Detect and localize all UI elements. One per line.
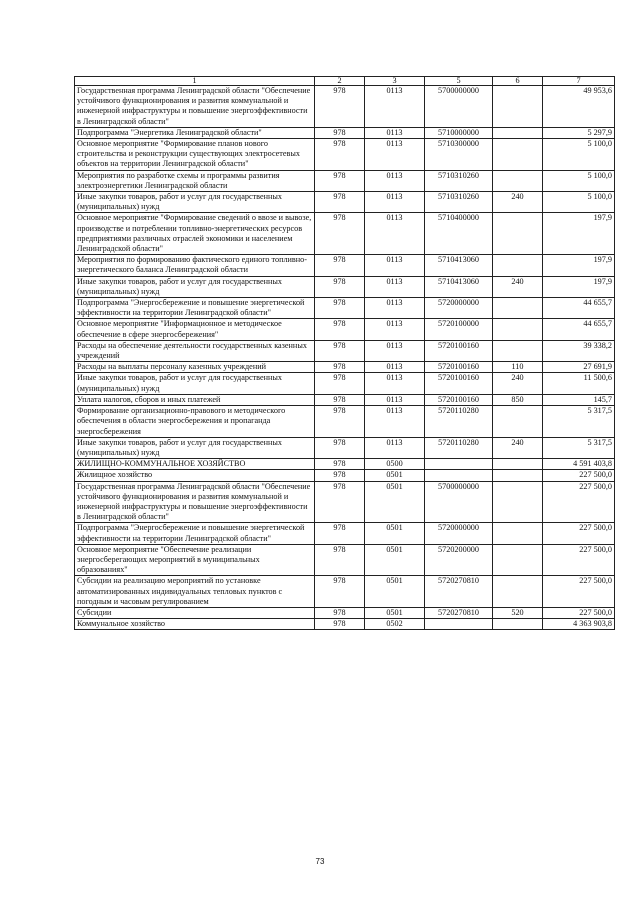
target-article-cell: 5720000000 bbox=[425, 298, 493, 319]
section-code-cell: 0113 bbox=[365, 139, 425, 171]
table-row bbox=[75, 276, 615, 297]
table-row bbox=[75, 86, 615, 128]
table-body bbox=[75, 86, 615, 630]
table-row bbox=[75, 619, 615, 630]
table-row bbox=[75, 607, 615, 618]
department-code-cell: 978 bbox=[315, 470, 365, 481]
table-row bbox=[75, 139, 615, 171]
expense-type-cell bbox=[493, 86, 543, 128]
expense-type-cell: 240 bbox=[493, 373, 543, 394]
department-code-cell: 978 bbox=[315, 523, 365, 544]
column-number-row bbox=[75, 77, 615, 86]
expense-type-cell bbox=[493, 319, 543, 340]
table-row bbox=[75, 459, 615, 470]
department-code-cell: 978 bbox=[315, 340, 365, 361]
table-row bbox=[75, 406, 615, 438]
section-code-cell: 0113 bbox=[365, 394, 425, 405]
item-name-cell: Иные закупки товаров, работ и услуг для государственных (муниципальных) нужд bbox=[75, 437, 315, 458]
section-code-cell: 0501 bbox=[365, 607, 425, 618]
expense-type-cell: 240 bbox=[493, 192, 543, 213]
column-header: 1 bbox=[75, 77, 315, 86]
section-code-cell: 0113 bbox=[365, 340, 425, 361]
amount-cell: 227 500,0 bbox=[543, 523, 615, 544]
item-name-cell: Основное мероприятие "Информационное и методическое обеспечение в сфере энергосбережения" bbox=[75, 319, 315, 340]
expense-type-cell bbox=[493, 406, 543, 438]
item-name-cell: Подпрограмма "Энергосбережение и повышение энергетической эффективности на территории Ленинградской области" bbox=[75, 523, 315, 544]
department-code-cell: 978 bbox=[315, 607, 365, 618]
item-name-cell: Расходы на обеспечение деятельности государственных казенных учреждений bbox=[75, 340, 315, 361]
target-article-cell: 5710413060 bbox=[425, 255, 493, 276]
table-row bbox=[75, 319, 615, 340]
item-name-cell: Государственная программа Ленинградской области "Обеспечение устойчивого функционирования и развития коммунальной и инженерной инфраструктуры и повышение энергоэффективности в Ленинградской области" bbox=[75, 86, 315, 128]
expense-type-cell bbox=[493, 459, 543, 470]
amount-cell: 5 317,5 bbox=[543, 406, 615, 438]
item-name-cell: Подпрограмма "Энергетика Ленинградской области" bbox=[75, 127, 315, 138]
column-header: 6 bbox=[493, 77, 543, 86]
department-code-cell: 978 bbox=[315, 459, 365, 470]
department-code-cell: 978 bbox=[315, 298, 365, 319]
expense-type-cell bbox=[493, 170, 543, 191]
table-row bbox=[75, 481, 615, 523]
target-article-cell: 5720100160 bbox=[425, 362, 493, 373]
target-article-cell: 5720100160 bbox=[425, 340, 493, 361]
amount-cell: 197,9 bbox=[543, 255, 615, 276]
department-code-cell: 978 bbox=[315, 86, 365, 128]
section-code-cell: 0113 bbox=[365, 362, 425, 373]
expense-type-cell bbox=[493, 470, 543, 481]
item-name-cell: Мероприятия по формированию фактического единого топливно-энергетического баланса Ленинградской области bbox=[75, 255, 315, 276]
amount-cell: 227 500,0 bbox=[543, 481, 615, 523]
item-name-cell: Мероприятия по разработке схемы и программы развития электроэнергетики Ленинградской области bbox=[75, 170, 315, 191]
section-code-cell: 0113 bbox=[365, 373, 425, 394]
amount-cell: 227 500,0 bbox=[543, 607, 615, 618]
department-code-cell: 978 bbox=[315, 276, 365, 297]
section-code-cell: 0113 bbox=[365, 213, 425, 255]
target-article-cell bbox=[425, 459, 493, 470]
item-name-cell: Государственная программа Ленинградской области "Обеспечение устойчивого функционирования и развития коммунальной и инженерной инфраструктуры и повышение энергоэффективности в Ленинградской области" bbox=[75, 481, 315, 523]
target-article-cell: 5710000000 bbox=[425, 127, 493, 138]
target-article-cell: 5720270810 bbox=[425, 607, 493, 618]
target-article-cell: 5720100000 bbox=[425, 319, 493, 340]
expense-type-cell bbox=[493, 544, 543, 576]
column-header: 3 bbox=[365, 77, 425, 86]
department-code-cell: 978 bbox=[315, 170, 365, 191]
table-row bbox=[75, 170, 615, 191]
table-row bbox=[75, 255, 615, 276]
expense-type-cell: 240 bbox=[493, 437, 543, 458]
department-code-cell: 978 bbox=[315, 213, 365, 255]
item-name-cell: Основное мероприятие "Обеспечение реализации энергосберегающих мероприятий в муниципальных образованиях" bbox=[75, 544, 315, 576]
section-code-cell: 0501 bbox=[365, 470, 425, 481]
expense-type-cell bbox=[493, 576, 543, 608]
department-code-cell: 978 bbox=[315, 576, 365, 608]
amount-cell: 39 338,2 bbox=[543, 340, 615, 361]
department-code-cell: 978 bbox=[315, 373, 365, 394]
table-row bbox=[75, 373, 615, 394]
table-row bbox=[75, 127, 615, 138]
target-article-cell bbox=[425, 470, 493, 481]
table-row bbox=[75, 576, 615, 608]
section-code-cell: 0113 bbox=[365, 406, 425, 438]
item-name-cell: Формирование организационно-правового и методического обеспечения в области энергосбережения и пропаганда энергосбережения bbox=[75, 406, 315, 438]
expense-type-cell: 520 bbox=[493, 607, 543, 618]
amount-cell: 5 317,5 bbox=[543, 437, 615, 458]
column-header: 5 bbox=[425, 77, 493, 86]
expense-type-cell bbox=[493, 523, 543, 544]
amount-cell: 5 297,9 bbox=[543, 127, 615, 138]
department-code-cell: 978 bbox=[315, 319, 365, 340]
table-row bbox=[75, 470, 615, 481]
expense-type-cell bbox=[493, 340, 543, 361]
item-name-cell: Иные закупки товаров, работ и услуг для государственных (муниципальных) нужд bbox=[75, 276, 315, 297]
amount-cell: 4 591 403,8 bbox=[543, 459, 615, 470]
amount-cell: 4 363 903,8 bbox=[543, 619, 615, 630]
expense-type-cell bbox=[493, 139, 543, 171]
amount-cell: 227 500,0 bbox=[543, 576, 615, 608]
amount-cell: 44 655,7 bbox=[543, 319, 615, 340]
section-code-cell: 0501 bbox=[365, 576, 425, 608]
item-name-cell: Уплата налогов, сборов и иных платежей bbox=[75, 394, 315, 405]
expense-type-cell: 850 bbox=[493, 394, 543, 405]
department-code-cell: 978 bbox=[315, 192, 365, 213]
table-row bbox=[75, 213, 615, 255]
target-article-cell: 5710400000 bbox=[425, 213, 493, 255]
expense-type-cell bbox=[493, 213, 543, 255]
section-code-cell: 0113 bbox=[365, 192, 425, 213]
target-article-cell: 5710310260 bbox=[425, 170, 493, 191]
item-name-cell: Подпрограмма "Энергосбережение и повышение энергетической эффективности на территории Ленинградской области" bbox=[75, 298, 315, 319]
section-code-cell: 0113 bbox=[365, 276, 425, 297]
section-code-cell: 0113 bbox=[365, 255, 425, 276]
amount-cell: 227 500,0 bbox=[543, 470, 615, 481]
table-row bbox=[75, 437, 615, 458]
table-row bbox=[75, 523, 615, 544]
amount-cell: 197,9 bbox=[543, 276, 615, 297]
item-name-cell: Коммунальное хозяйство bbox=[75, 619, 315, 630]
section-code-cell: 0113 bbox=[365, 437, 425, 458]
item-name-cell: Субсидии bbox=[75, 607, 315, 618]
expense-type-cell bbox=[493, 298, 543, 319]
department-code-cell: 978 bbox=[315, 255, 365, 276]
amount-cell: 227 500,0 bbox=[543, 544, 615, 576]
target-article-cell bbox=[425, 619, 493, 630]
section-code-cell: 0502 bbox=[365, 619, 425, 630]
table-row bbox=[75, 544, 615, 576]
expense-type-cell bbox=[493, 619, 543, 630]
department-code-cell: 978 bbox=[315, 437, 365, 458]
item-name-cell: Расходы на выплаты персоналу казенных учреждений bbox=[75, 362, 315, 373]
target-article-cell: 5710300000 bbox=[425, 139, 493, 171]
target-article-cell: 5720000000 bbox=[425, 523, 493, 544]
expense-type-cell bbox=[493, 481, 543, 523]
target-article-cell: 5700000000 bbox=[425, 481, 493, 523]
amount-cell: 5 100,0 bbox=[543, 192, 615, 213]
target-article-cell: 5720110280 bbox=[425, 406, 493, 438]
budget-table bbox=[74, 76, 615, 630]
department-code-cell: 978 bbox=[315, 394, 365, 405]
amount-cell: 44 655,7 bbox=[543, 298, 615, 319]
department-code-cell: 978 bbox=[315, 481, 365, 523]
table-row bbox=[75, 192, 615, 213]
target-article-cell: 5720100160 bbox=[425, 373, 493, 394]
amount-cell: 49 953,6 bbox=[543, 86, 615, 128]
item-name-cell: Иные закупки товаров, работ и услуг для государственных (муниципальных) нужд bbox=[75, 373, 315, 394]
item-name-cell: Жилищное хозяйство bbox=[75, 470, 315, 481]
table-row bbox=[75, 362, 615, 373]
section-code-cell: 0500 bbox=[365, 459, 425, 470]
item-name-cell: Иные закупки товаров, работ и услуг для государственных (муниципальных) нужд bbox=[75, 192, 315, 213]
expense-type-cell bbox=[493, 255, 543, 276]
amount-cell: 5 100,0 bbox=[543, 139, 615, 171]
section-code-cell: 0501 bbox=[365, 523, 425, 544]
item-name-cell: ЖИЛИЩНО-КОММУНАЛЬНОЕ ХОЗЯЙСТВО bbox=[75, 459, 315, 470]
target-article-cell: 5700000000 bbox=[425, 86, 493, 128]
table-row bbox=[75, 298, 615, 319]
amount-cell: 11 500,6 bbox=[543, 373, 615, 394]
target-article-cell: 5710310260 bbox=[425, 192, 493, 213]
department-code-cell: 978 bbox=[315, 619, 365, 630]
amount-cell: 5 100,0 bbox=[543, 170, 615, 191]
section-code-cell: 0501 bbox=[365, 481, 425, 523]
item-name-cell: Субсидии на реализацию мероприятий по установке автоматизированных индивидуальных тепловых пунктов с погодным и часовым регулированием bbox=[75, 576, 315, 608]
department-code-cell: 978 bbox=[315, 139, 365, 171]
section-code-cell: 0113 bbox=[365, 319, 425, 340]
expense-type-cell: 110 bbox=[493, 362, 543, 373]
target-article-cell: 5710413060 bbox=[425, 276, 493, 297]
expense-type-cell bbox=[493, 127, 543, 138]
item-name-cell: Основное мероприятие "Формирование сведений о ввозе и вывозе, производстве и потреблении топливно-энергетических ресурсов предприятиями различных отраслей экономики и населением Ленинградской области" bbox=[75, 213, 315, 255]
department-code-cell: 978 bbox=[315, 362, 365, 373]
target-article-cell: 5720110280 bbox=[425, 437, 493, 458]
target-article-cell: 5720270810 bbox=[425, 576, 493, 608]
target-article-cell: 5720100160 bbox=[425, 394, 493, 405]
page-number: 73 bbox=[315, 857, 325, 866]
section-code-cell: 0501 bbox=[365, 544, 425, 576]
department-code-cell: 978 bbox=[315, 127, 365, 138]
target-article-cell: 5720200000 bbox=[425, 544, 493, 576]
department-code-cell: 978 bbox=[315, 406, 365, 438]
expense-type-cell: 240 bbox=[493, 276, 543, 297]
section-code-cell: 0113 bbox=[365, 170, 425, 191]
table-row bbox=[75, 340, 615, 361]
section-code-cell: 0113 bbox=[365, 86, 425, 128]
amount-cell: 197,9 bbox=[543, 213, 615, 255]
amount-cell: 27 691,9 bbox=[543, 362, 615, 373]
section-code-cell: 0113 bbox=[365, 127, 425, 138]
table-row bbox=[75, 394, 615, 405]
department-code-cell: 978 bbox=[315, 544, 365, 576]
item-name-cell: Основное мероприятие "Формирование планов нового строительства и реконструкции существующих электросетевых объектов на территории Ленинградской области" bbox=[75, 139, 315, 171]
column-header: 2 bbox=[315, 77, 365, 86]
section-code-cell: 0113 bbox=[365, 298, 425, 319]
column-header: 7 bbox=[543, 77, 615, 86]
amount-cell: 145,7 bbox=[543, 394, 615, 405]
